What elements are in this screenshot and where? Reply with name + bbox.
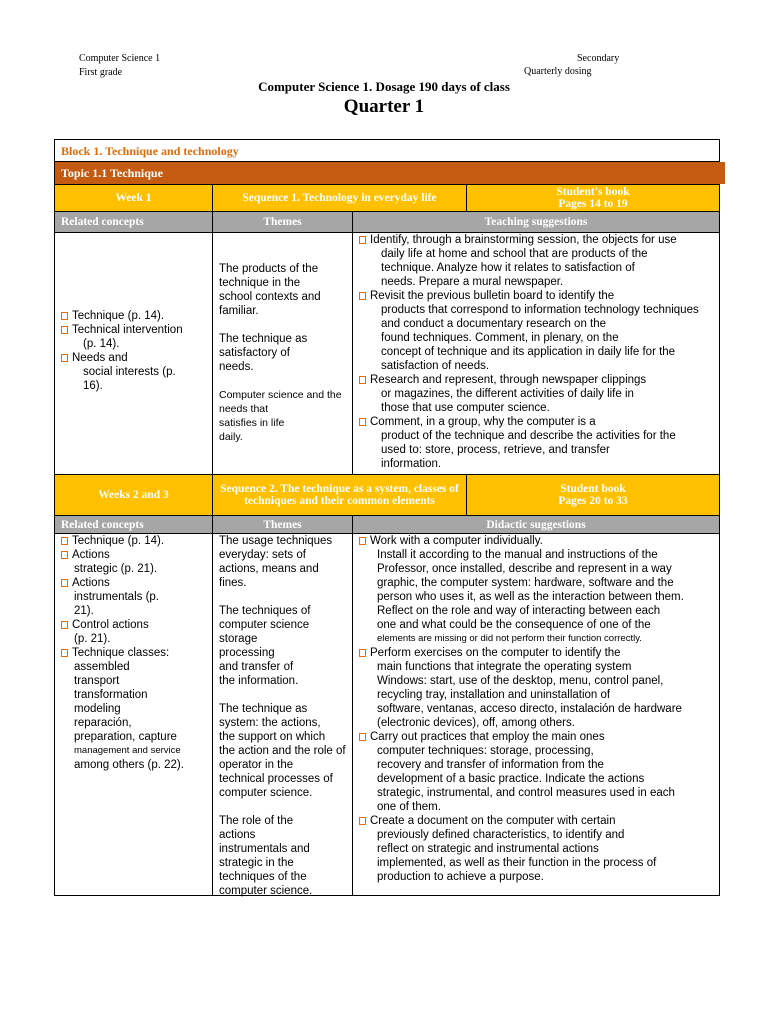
quarter-title: Quarter 1 xyxy=(343,96,425,117)
bullet-icon xyxy=(61,326,68,334)
bullet-icon xyxy=(359,649,366,657)
list-item: Comment, in a group, why the computer is a product of the technique and describe the activities for the used to: store, process, retrieve, and transfer information. xyxy=(359,415,721,471)
theme-paragraph: The techniques of computer science storage processing and transfer of the information. xyxy=(219,605,311,687)
list-item: Create a document on the computer with certain previously defined characteristics, to identify and reflect on strategic and instrumental actions implemented, as well as their function in the process of production to achieve a purpose. xyxy=(359,814,721,884)
bullet-icon xyxy=(61,621,68,629)
bullet-icon xyxy=(61,579,68,587)
list-item: Research and represent, through newspaper clippings or magazines, the different activities of daily life in those that use computer science. xyxy=(359,373,721,415)
concepts1-list xyxy=(61,309,211,393)
bullet-icon xyxy=(359,817,366,825)
themes2-list xyxy=(219,534,352,912)
list-item: Identify, through a brainstorming session, the objects for use daily life at home and school that are products of the technique. Analyze how it relates to satisfaction of needs. Prepare a mural newspaper. xyxy=(359,233,721,289)
list-item: Technique (p. 14). xyxy=(61,534,211,548)
theme-paragraph: The technique as system: the actions, the support on which the action and the role of operator in the technical processes of computer science. xyxy=(219,703,346,799)
level: Secondary xyxy=(577,53,620,64)
bullet-icon xyxy=(359,376,366,384)
theme-paragraph: The usage techniques everyday: sets of actions, means and fines. xyxy=(219,535,333,589)
bullet-icon xyxy=(61,649,68,657)
bullet-icon xyxy=(359,236,366,244)
week2-label: Weeks 2 and 3 xyxy=(55,475,212,515)
list-item: Control actions (p. 21). xyxy=(61,618,211,646)
theme-paragraph: The role of the actions instrumentals and strategic in the techniques of the computer science. xyxy=(219,815,313,897)
suggestions2-list xyxy=(359,534,721,884)
document-title: Computer Science 1. Dosage 190 days of class xyxy=(258,79,510,94)
bullet-icon xyxy=(359,537,366,545)
topic-title: Topic 1.1 Technique xyxy=(55,162,725,184)
list-item: Needs and social interests (p. 16). xyxy=(61,351,211,393)
week1-sequence: Sequence 1. Technology in everyday life xyxy=(213,185,466,211)
header-left xyxy=(79,52,160,80)
bullet-icon xyxy=(61,354,68,362)
list-item: Actions strategic (p. 21). xyxy=(61,548,211,576)
week2-sequence: Sequence 2. The technique as a system, classes of techniques and their common elements xyxy=(213,475,466,515)
list-item: Carry out practices that employ the main ones computer techniques: storage, processing, recovery and transfer of information from the development of a basic practice. Indicate the actions strategic, instrumental, and control measures used in each one of them. xyxy=(359,730,721,814)
bullet-icon xyxy=(61,551,68,559)
list-item: Actions instrumentals (p. 21). xyxy=(61,576,211,618)
week2-book: Student book Pages 20 to 33 xyxy=(467,475,719,515)
week1-label: Week 1 xyxy=(55,185,212,211)
bullet-icon xyxy=(359,418,366,426)
list-item: Revisit the previous bulletin board to identify the products that correspond to information technology techniques and conduct a documentary research on the found techniques. Comment, in plenary, on the concept of technique and its application in daily life for the satisfaction of needs. xyxy=(359,289,721,373)
theme-paragraph: The technique as satisfactory of needs. xyxy=(219,333,308,373)
block-title: Block 1. Technique and technology xyxy=(61,144,239,158)
course-name: Computer Science 1 xyxy=(79,53,161,64)
bullet-icon xyxy=(61,312,68,320)
theme-paragraph: The products of the technique in the school contexts and familiar. xyxy=(219,263,321,317)
heads2-themes: Themes xyxy=(213,516,352,533)
dosing: Quarterly dosing xyxy=(524,66,592,77)
bullet-icon xyxy=(359,292,366,300)
heads1-concepts: Related concepts xyxy=(55,212,212,232)
heads2-concepts: Related concepts xyxy=(55,516,212,533)
concepts2-list xyxy=(61,534,211,772)
week1-book: Student's book Pages 14 to 19 xyxy=(467,185,719,211)
grade: First grade xyxy=(79,67,123,78)
heads1-suggestions: Teaching suggestions xyxy=(353,212,719,232)
themes1-list xyxy=(219,262,352,458)
bullet-icon xyxy=(61,537,68,545)
theme-paragraph: Computer science and the needs that satisfies in life daily. xyxy=(219,389,342,443)
heads2-suggestions: Didactic suggestions xyxy=(353,516,719,533)
list-item: Technical intervention (p. 14). xyxy=(61,323,211,351)
bullet-icon xyxy=(359,733,366,741)
list-item: Perform exercises on the computer to identify the main functions that integrate the operating system Windows: start, use of the desktop, menu, control panel, recycling tray, installation and uninstallation of software, ventanas, acceso directo, instalación de hardware (electronic devices), off, among others. xyxy=(359,646,721,730)
list-item: Work with a computer individually. Install it according to the manual and instructions of the Professor, once installed, describe and represent in a way graphic, the computer system: hardware, software and the person who uses it, as well as the interaction between them. Reflect on the role and way of interacting between each one and what could be the consequence of one of the elements are missing or did not perform their function correctly. xyxy=(359,534,721,646)
suggestions1-list xyxy=(359,233,721,471)
list-item: Technique (p. 14). xyxy=(61,309,211,323)
heads1-themes: Themes xyxy=(213,212,352,232)
list-item: Technique classes: assembled transport transformation modeling reparación, preparation, capture management and service among others (p. 22). xyxy=(61,646,211,772)
